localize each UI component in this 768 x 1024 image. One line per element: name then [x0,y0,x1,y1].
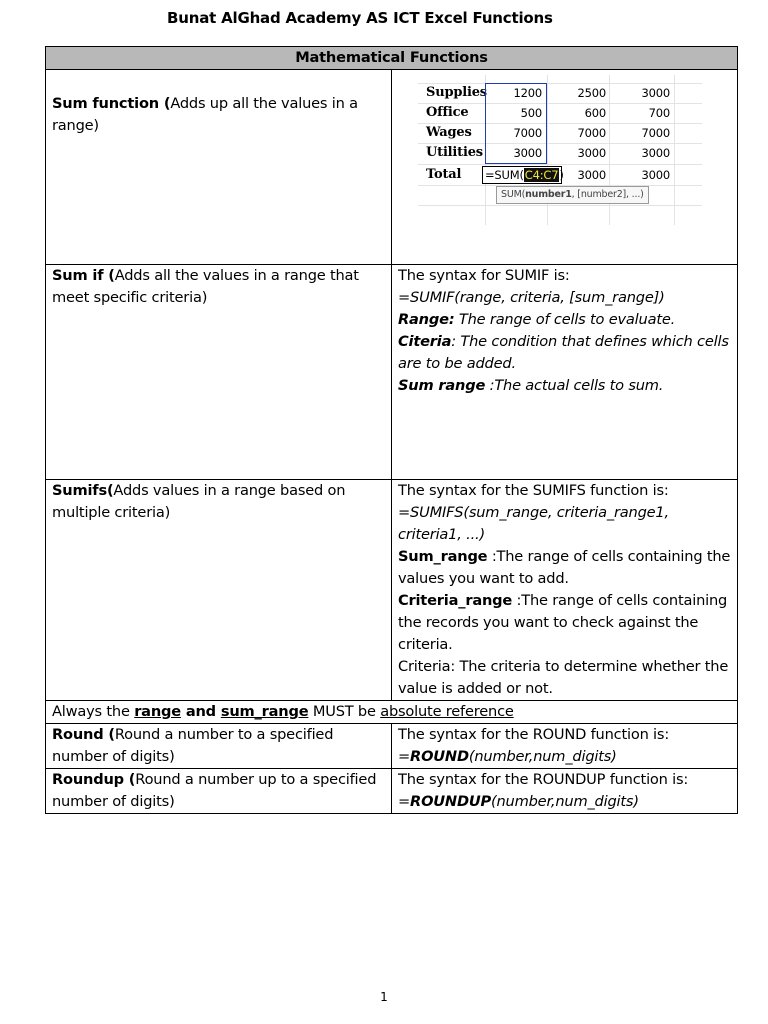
sumifs-function-cell [46,480,392,701]
param-criteria: Criteria: The criteria to determine whether the value is added or not. [398,658,729,697]
note-range: range [134,703,181,720]
note-text: Always the [52,703,135,720]
syntax-text: =SUMIFS(sum_range, criteria_range1, criteria1, ...) [398,504,669,543]
param-sum-range [398,375,731,397]
syntax-args: (number,num_digits) [468,748,617,765]
tooltip-function: SUM( [501,189,526,200]
sumif-function-cell [46,265,392,480]
param-criteria [398,331,731,375]
param-label: Citeria [398,333,452,350]
function-name: Sumifs( [52,482,114,499]
syntax-args: (number,num_digits) [491,793,639,810]
cell-value: 3000 [641,86,670,100]
cell-value: 1200 [513,86,542,100]
roundup-function-cell [46,769,392,814]
param-desc: :The range of cells containing the values you want to add. [398,548,731,587]
param-desc: :The actual cells to sum. [485,377,664,394]
note-text: MUST be [308,703,381,720]
table-row [46,769,738,814]
page-number: 1 [380,990,388,1004]
table-row [46,265,738,480]
syntax-intro: The syntax for the ROUNDUP function is: [398,771,689,788]
syntax-intro: The syntax for SUMIF is: [398,267,570,284]
selected-range-outline [485,83,547,164]
table-row [46,724,738,769]
function-description: Adds values in a range based on multiple criteria) [52,482,346,521]
syntax-fn: ROUND [410,748,469,765]
syntax-text: =SUMIF(range, criteria, [sum_range]) [398,289,665,306]
sum-function-cell [46,70,392,265]
excel-sum-screenshot [418,75,702,225]
note-and: and [180,703,221,720]
cell-value: 3000 [641,168,670,182]
param-sum-range [398,546,731,590]
cell-value: 600 [584,106,606,120]
table-heading: Mathematical Functions [46,47,738,70]
syntax-formula [398,791,731,813]
syntax-eq: = [398,748,411,765]
cell-value: 3000 [641,146,670,160]
cell-value: 2500 [577,86,606,100]
cell-value: 700 [648,106,670,120]
function-tooltip [496,186,649,204]
cell-value: 7000 [641,126,670,140]
roundup-syntax-cell [392,769,738,814]
param-label: Range: [398,311,455,328]
function-name: Sum function ( [52,95,171,112]
syntax-formula [398,502,731,546]
function-description: Round a number to a specified number of digits) [52,726,334,765]
row-label: Office [426,105,469,120]
functions-table [45,46,738,814]
tooltip-current-arg: number1 [525,189,572,200]
cell-value: 3000 [577,168,606,182]
sum-example-cell [392,70,738,265]
round-function-cell [46,724,392,769]
tooltip-rest: , [number2], ...) [571,189,644,200]
param-desc: The range of cells to evaluate. [454,311,676,328]
table-row [46,480,738,701]
param-range [398,309,731,331]
cell-value: 500 [520,106,542,120]
param-criteria-range [398,590,731,656]
cell-value: 7000 [513,126,542,140]
note-absolute-reference: absolute reference [380,703,514,720]
formula-range-reference: C4:C7 [524,168,559,182]
function-description: Adds up all the values in a range) [52,95,358,134]
param-desc: :The range of cells containing the records you want to check against the criteria. [398,592,728,653]
function-name: Sum if ( [52,267,115,284]
function-description: Adds all the values in a range that meet specific criteria) [52,267,359,306]
syntax-intro: The syntax for the SUMIFS function is: [398,482,669,499]
cell-value: 7000 [577,126,606,140]
table-row [46,701,738,724]
cell-value: 3000 [513,146,542,160]
table-heading-row [46,47,738,70]
function-name: Roundup ( [52,771,136,788]
syntax-eq: = [398,793,411,810]
round-syntax-cell [392,724,738,769]
note-sum-range: sum_range [220,703,309,720]
syntax-formula [398,287,731,309]
function-description: Round a number up to a specified number of digits) [52,771,377,810]
formula-suffix: ) [559,168,564,182]
function-name: Round ( [52,726,115,743]
syntax-intro: The syntax for the ROUND function is: [398,726,670,743]
param-label: Sum_range [398,548,488,565]
syntax-formula [398,746,731,768]
table-row [46,70,738,265]
sumif-syntax-cell [392,265,738,480]
row-label: Wages [426,125,472,140]
absolute-reference-note [46,701,738,724]
row-label: Total [426,167,462,182]
param-label: Criteria_range [398,592,513,609]
sumifs-syntax-cell [392,480,738,701]
document-title: Bunat AlGhad Academy AS ICT Excel Functions [167,9,553,27]
row-label: Utilities [426,145,483,160]
param-label: Sum range [398,377,486,394]
row-label: Supplies [426,85,487,100]
formula-prefix: =SUM( [485,168,524,182]
param-desc: : The condition that defines which cells are to be added. [398,333,729,372]
cell-value: 3000 [577,146,606,160]
syntax-fn: ROUNDUP [410,793,491,810]
